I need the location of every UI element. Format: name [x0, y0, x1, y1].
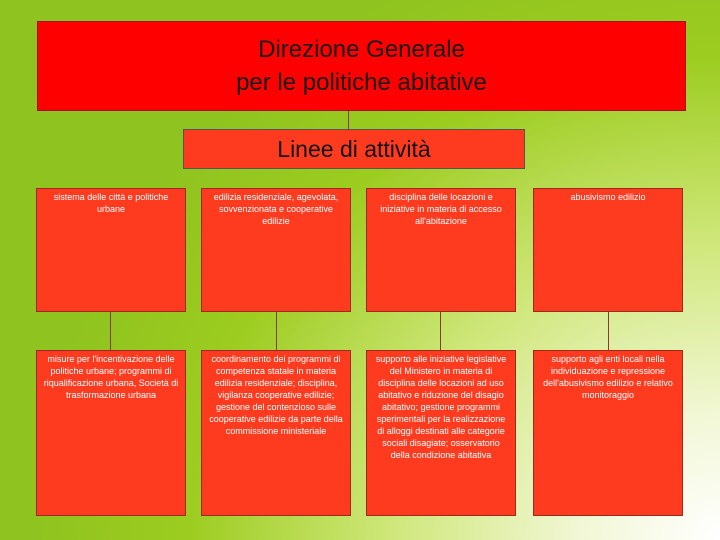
activity-detail-box-1	[36, 350, 186, 516]
activity-title-3: disciplina delle locazioni e iniziative in materia di accesso all'abitazione	[380, 192, 502, 226]
activity-title-4: abusivismo edilizio	[570, 192, 646, 202]
activity-title-box-3	[366, 188, 516, 312]
direzione-generale-box	[37, 21, 686, 111]
connector-col2	[276, 312, 277, 350]
connector-col3	[440, 312, 441, 350]
activity-title-box-4	[533, 188, 683, 312]
activity-title-box-1	[36, 188, 186, 312]
connector-col1	[110, 312, 111, 350]
linee-di-attivita-box	[183, 129, 525, 169]
activity-detail-1: misure per l'incentivazione delle politiche urbane; programmi di riqualificazione urbana, Società di trasformazione urbana	[43, 354, 179, 400]
connector-header-to-subheader	[348, 109, 349, 129]
activity-detail-box-2	[201, 350, 351, 516]
connector-col4	[608, 312, 609, 350]
activity-detail-box-4	[533, 350, 683, 516]
activity-title-2: edilizia residenziale, agevolata, sovvenzionata e cooperative edilizie	[213, 192, 339, 226]
activity-detail-box-3	[366, 350, 516, 516]
linee-di-attivita-label: Linee di attività	[277, 135, 431, 162]
activity-detail-2: coordinamento dei programmi di competenza statale in materia edilizia residenziale; disciplina, vigilanza cooperative edilizie; gestione del contenzioso sulle cooperative edilizie da parte della commissione ministeriale	[209, 354, 343, 436]
activity-detail-3: supporto alle iniziative legislative del Ministero in materia di disciplina delle locazioni ad uso abitativo e riduzione del disagio abitativo; gestione programmi sperimentali per la realizzazione di alloggi destinati alle categorie sociali disagiate; osservatorio della condizione abitativa	[375, 354, 507, 460]
title-line-2: per le politiche abitative	[236, 69, 487, 96]
activity-detail-4: supporto agli enti locali nella individuazione e repressione dell'abusivismo edilizio e relativo monitoraggio	[543, 354, 673, 400]
title-line-1: Direzione Generale	[258, 36, 465, 63]
activity-title-box-2	[201, 188, 351, 312]
activity-title-1: sistema delle città e politiche urbane	[53, 192, 169, 214]
